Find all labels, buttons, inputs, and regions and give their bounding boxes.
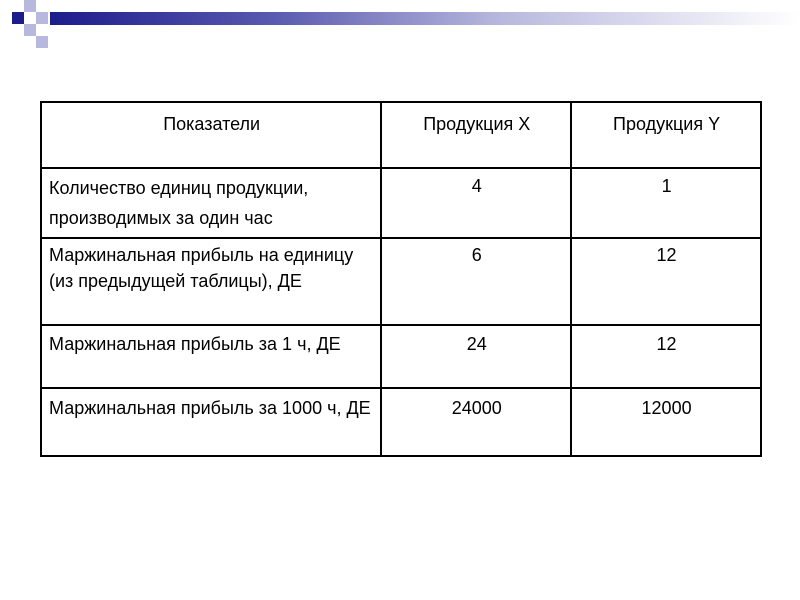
decorative-square-light [24, 24, 36, 36]
cell-product-y: 12000 [571, 388, 761, 456]
cell-product-y: 12 [571, 238, 761, 325]
cell-product-y: 12 [571, 325, 761, 388]
cell-product-x: 24 [381, 325, 571, 388]
cell-product-x: 24000 [381, 388, 571, 456]
cell-product-y: 1 [571, 168, 761, 238]
column-header-product-x: Продукция X [381, 102, 571, 168]
slide-header-decoration [0, 0, 800, 50]
cell-product-x: 6 [381, 238, 571, 325]
row-label: Маржинальная прибыль на единицу (из предыдущей таблицы), ДЕ [41, 238, 381, 325]
row-label: Маржинальная прибыль за 1 ч, ДЕ [41, 325, 381, 388]
table-row [41, 388, 761, 456]
row-label: Количество единиц продукции, производимых за один час [41, 168, 381, 238]
column-header-product-y: Продукция Y [571, 102, 761, 168]
decorative-square-light [36, 12, 48, 24]
data-table [40, 101, 762, 457]
decorative-square-light [24, 0, 36, 12]
gradient-bar [50, 12, 800, 25]
table-row [41, 325, 761, 388]
table-header-row [41, 102, 761, 168]
decorative-square-navy [12, 12, 24, 24]
cell-product-x: 4 [381, 168, 571, 238]
table-row [41, 168, 761, 238]
column-header-indicators: Показатели [41, 102, 381, 168]
table-row [41, 238, 761, 325]
row-label: Маржинальная прибыль за 1000 ч, ДЕ [41, 388, 381, 456]
decorative-square-light [36, 36, 48, 48]
